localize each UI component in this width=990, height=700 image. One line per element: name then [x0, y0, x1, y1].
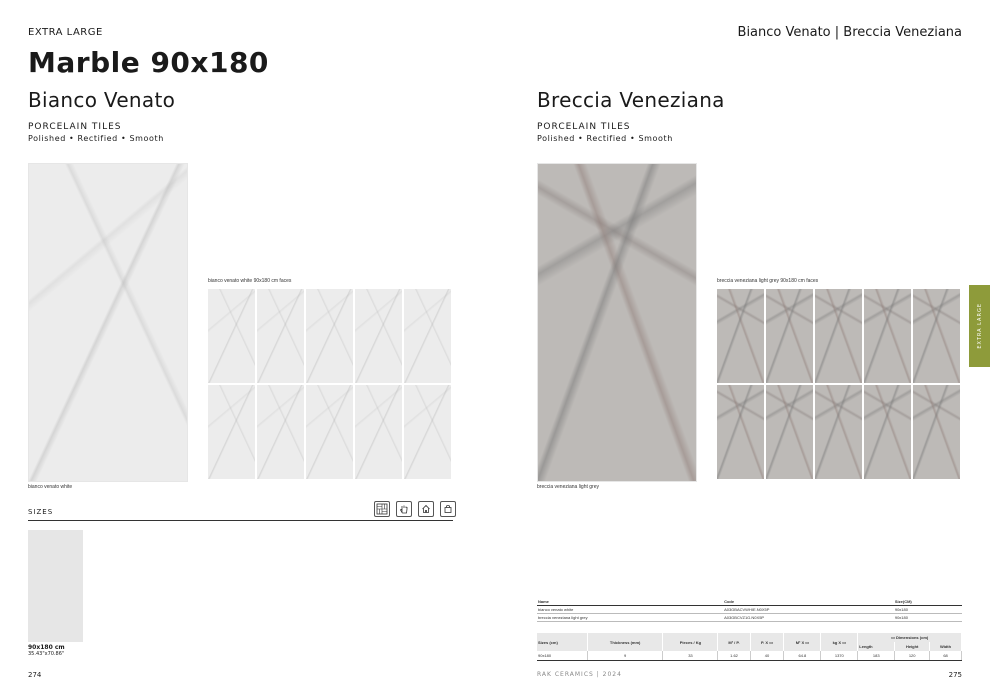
face-tile — [355, 289, 402, 383]
face-tile — [404, 289, 451, 383]
table-cell: 90x180 — [894, 606, 962, 614]
face-tile — [257, 385, 304, 479]
face-tile — [208, 289, 255, 383]
table-header — [858, 633, 962, 642]
table-row — [537, 614, 962, 622]
table-cell: 40 — [750, 651, 784, 661]
table-header: Thickness (mm) — [587, 633, 663, 651]
main-tile-image-right — [537, 163, 697, 482]
pieces-per-pallet-label: P. X — [761, 639, 769, 645]
table-cell: bianco venato white — [537, 606, 723, 614]
table-subheader: Height — [895, 642, 930, 651]
pallet-icon: ▭ — [805, 639, 810, 645]
face-tile — [306, 385, 353, 479]
table-header: Sizes (cm) — [537, 633, 587, 651]
face-tile — [404, 385, 451, 479]
table-header: M² / P. — [718, 633, 750, 651]
page-header-title: Bianco Venato | Breccia Veneziana — [737, 25, 962, 40]
side-section-tab[interactable] — [969, 285, 990, 367]
faces-grid-left — [208, 289, 451, 479]
product-finish-left: Polished • Rectified • Smooth — [28, 134, 164, 143]
table-cell: 1.62 — [718, 651, 750, 661]
face-tile — [717, 385, 764, 479]
usage-icons — [374, 501, 456, 517]
faces-grid-right — [717, 289, 960, 479]
table-cell: 64.8 — [784, 651, 821, 661]
face-tile — [864, 289, 911, 383]
pallet-icon: ▭ — [842, 639, 846, 645]
side-tab-label: EXTRA LARGE — [976, 303, 983, 349]
page-number-right: 275 — [948, 671, 962, 679]
table-cell: A03GBACVWHIE.N0X5P — [723, 606, 894, 614]
table-header — [784, 633, 821, 651]
product-title-right: Breccia Veneziana — [537, 88, 725, 112]
face-tile — [306, 289, 353, 383]
table-cell: 9 — [587, 651, 663, 661]
dimensions-label: Dimensions (cm) — [895, 635, 929, 640]
pallet-icon: ▭ — [769, 639, 773, 645]
face-tile — [208, 385, 255, 479]
table-row — [537, 606, 962, 614]
footer-brand: RAK CERAMICS | 2024 — [537, 671, 622, 678]
product-finish-right: Polished • Rectified • Smooth — [537, 134, 673, 143]
table-cell: 120 — [895, 651, 930, 661]
table-header: Name — [537, 598, 723, 606]
table-header — [821, 633, 858, 651]
table-header — [750, 633, 784, 651]
divider — [28, 520, 453, 521]
face-tile — [766, 289, 813, 383]
hand-icon — [396, 501, 412, 517]
faces-caption-left: bianco venato white 90x180 cm faces — [208, 278, 292, 284]
category-label: EXTRA LARGE — [28, 27, 103, 38]
face-tile — [717, 289, 764, 383]
face-tile — [766, 385, 813, 479]
faces-caption-right: breccia veneziana light grey 90x180 cm faces — [717, 278, 819, 284]
packing-spec-table — [537, 633, 962, 661]
size-swatch — [28, 530, 83, 642]
swatch-size-cm: 90x180 cm — [28, 644, 65, 651]
product-type-right: PORCELAIN TILES — [537, 122, 631, 132]
face-tile — [815, 385, 862, 479]
product-type-left: PORCELAIN TILES — [28, 122, 122, 132]
table-header: Size(CM) — [894, 598, 962, 606]
sqm-per-pallet-label: M² X — [795, 639, 805, 645]
table-cell: 68 — [930, 651, 962, 661]
swatch-size-inch: 35.43"x70.86" — [28, 651, 65, 657]
face-tile — [815, 289, 862, 383]
box-icon: ▭ — [891, 635, 895, 640]
table-cell: 1370 — [821, 651, 858, 661]
table-cell: 183 — [858, 651, 895, 661]
collection-title: Marble 90x180 — [28, 46, 269, 79]
face-tile — [864, 385, 911, 479]
table-cell: 90x180 — [537, 651, 587, 661]
face-tile — [257, 289, 304, 383]
tile-pattern-icon — [374, 501, 390, 517]
main-caption-right: breccia veneziana light grey — [537, 484, 599, 490]
home-icon — [418, 501, 434, 517]
sizes-label: SIZES — [28, 508, 54, 516]
table-cell: A03GBCVZ1G.N0X5P — [723, 614, 894, 622]
bag-icon — [440, 501, 456, 517]
kg-per-pallet-label: kg X — [832, 639, 842, 645]
product-code-table — [537, 598, 962, 622]
table-cell: 90x180 — [894, 614, 962, 622]
table-header: Pieces / Kg — [663, 633, 718, 651]
table-row — [537, 651, 962, 661]
product-title-left: Bianco Venato — [28, 88, 176, 112]
table-subheader: Length — [858, 642, 895, 651]
main-tile-image-left — [28, 163, 188, 482]
table-header: Code — [723, 598, 894, 606]
face-tile — [355, 385, 402, 479]
table-cell: breccia veneziana light grey — [537, 614, 723, 622]
face-tile — [913, 385, 960, 479]
table-cell: 33 — [663, 651, 718, 661]
page-number-left: 274 — [28, 671, 42, 679]
face-tile — [913, 289, 960, 383]
main-caption-left: bianco venato white — [28, 484, 73, 490]
table-subheader: Width — [930, 642, 962, 651]
